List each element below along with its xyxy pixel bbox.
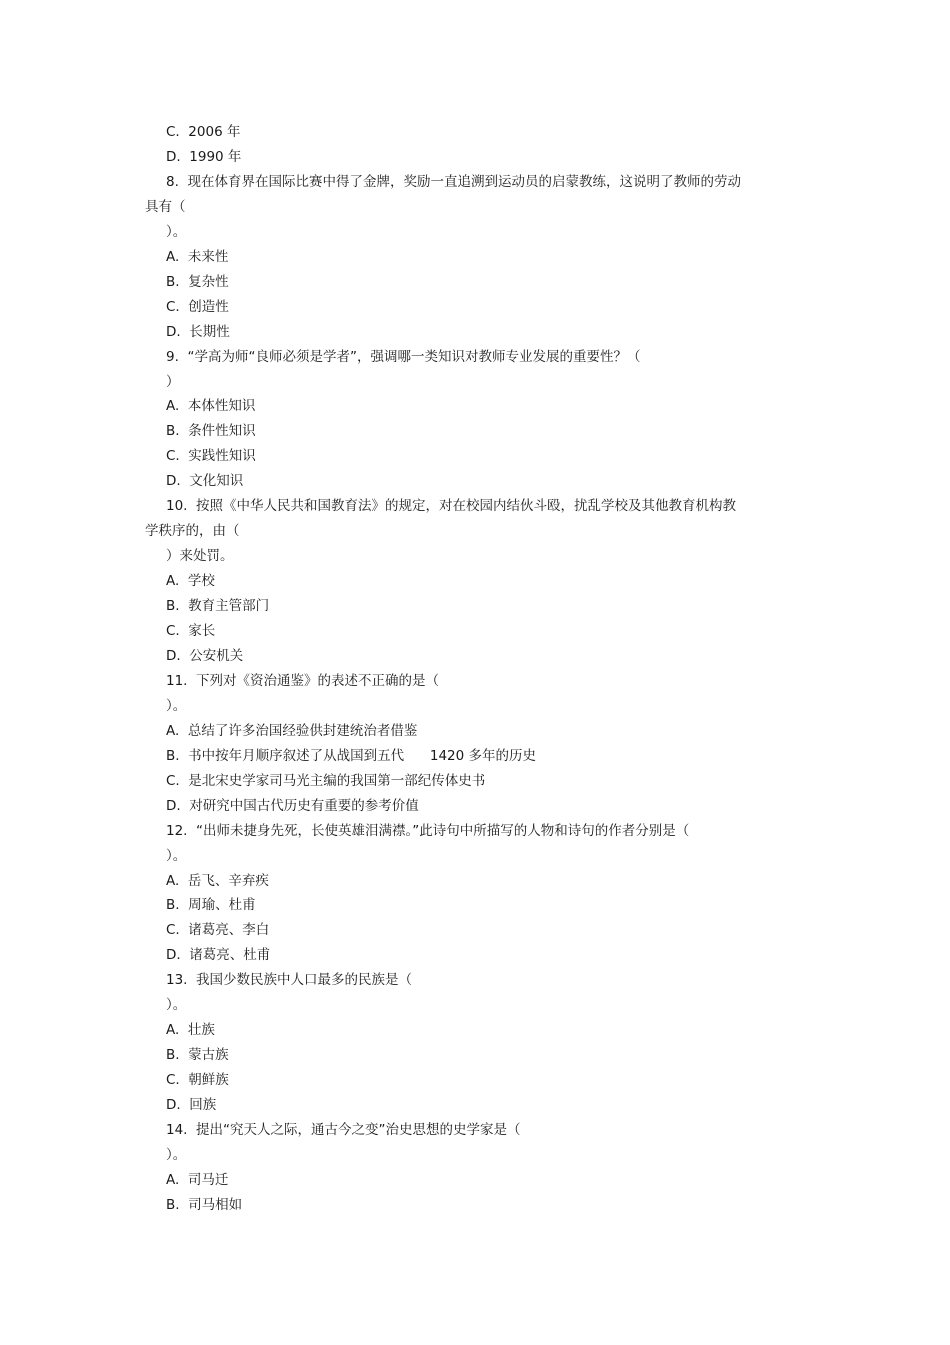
answer-option: D. 文化知识 [166,473,244,490]
answer-option: A. 未来性 [166,248,229,265]
answer-option: D. 公安机关 [166,647,244,664]
answer-option: C. 朝鲜族 [166,1072,229,1089]
answer-option: A. 司马迁 [166,1171,229,1188]
question-text: 12. “出师未捷身先死，长使英雄泪满襟。”此诗句中所描写的人物和诗句的作者分别是（ [166,822,690,839]
answer-option: D. 长期性 [166,323,230,340]
answer-option: C. 家长 [166,623,216,639]
answer-option: B. 复杂性 [166,273,229,290]
answer-option: C. 实践性知识 [166,448,256,465]
question-text: 10. 按照《中华人民共和国教育法》的规定，对在校园内结伙斗殴，扰乱学校及其他教育机构教 [166,498,737,515]
question-blank: ）来处罚。 [166,548,234,565]
question-blank: ） [166,373,180,390]
answer-option: C. 创造性 [166,298,229,315]
answer-option: B. 周瑜、杜甫 [166,897,256,914]
answer-option: C. 是北宋史学家司马光主编的我国第一部纪传体史书 [166,772,486,789]
answer-option: A. 总结了许多治国经验供封建统治者借鉴 [166,722,418,739]
question-blank: ）。 [166,697,187,714]
answer-option: D. 对研究中国古代历史有重要的参考价值 [166,797,419,814]
answer-option: B. 教育主管部门 [166,598,270,614]
question-blank: ）。 [166,223,187,240]
answer-option: A. 本体性知识 [166,398,256,415]
answer-option: A. 学校 [166,573,215,590]
answer-option: D. 诸葛亮、杜甫 [166,947,271,964]
question-text: 9. “学高为师“良师必须是学者”，强调哪一类知识对教师专业发展的重要性？（ [166,348,641,365]
answer-option: B. 司马相如 [166,1196,243,1213]
question-blank: ）。 [166,997,187,1014]
answer-option: B. 条件性知识 [166,423,256,440]
answer-option: C. 诸葛亮、李白 [166,922,270,939]
answer-option: C. 2006 年 [166,124,241,140]
question-text: 11. 下列对《资治通鉴》的表述不正确的是（ [166,672,440,689]
question-text: 13. 我国少数民族中人口最多的民族是（ [166,972,413,989]
question-blank: ）。 [166,847,187,864]
answer-option: D. 回族 [166,1097,217,1113]
answer-option: D. 1990 年 [166,148,242,165]
answer-option: B. 蒙古族 [166,1047,229,1064]
answer-option: B. 书中按年月顺序叙述了从战国到五代 1420 多年的历史 [166,747,537,764]
answer-option: A. 岳飞、辛弃疾 [166,872,269,889]
question-continuation: 具有（ [145,198,186,215]
question-continuation: 学秩序的，由（ [145,523,240,540]
question-text: 14. 提出“究天人之际，通古今之变”治史思想的史学家是（ [166,1122,521,1138]
answer-option: A. 壮族 [166,1022,215,1039]
question-blank: ）。 [166,1146,187,1163]
question-text: 8. 现在体育界在国际比赛中得了金牌，奖励一直追溯到运动员的启蒙教练，这说明了教师的劳动 [166,173,741,190]
